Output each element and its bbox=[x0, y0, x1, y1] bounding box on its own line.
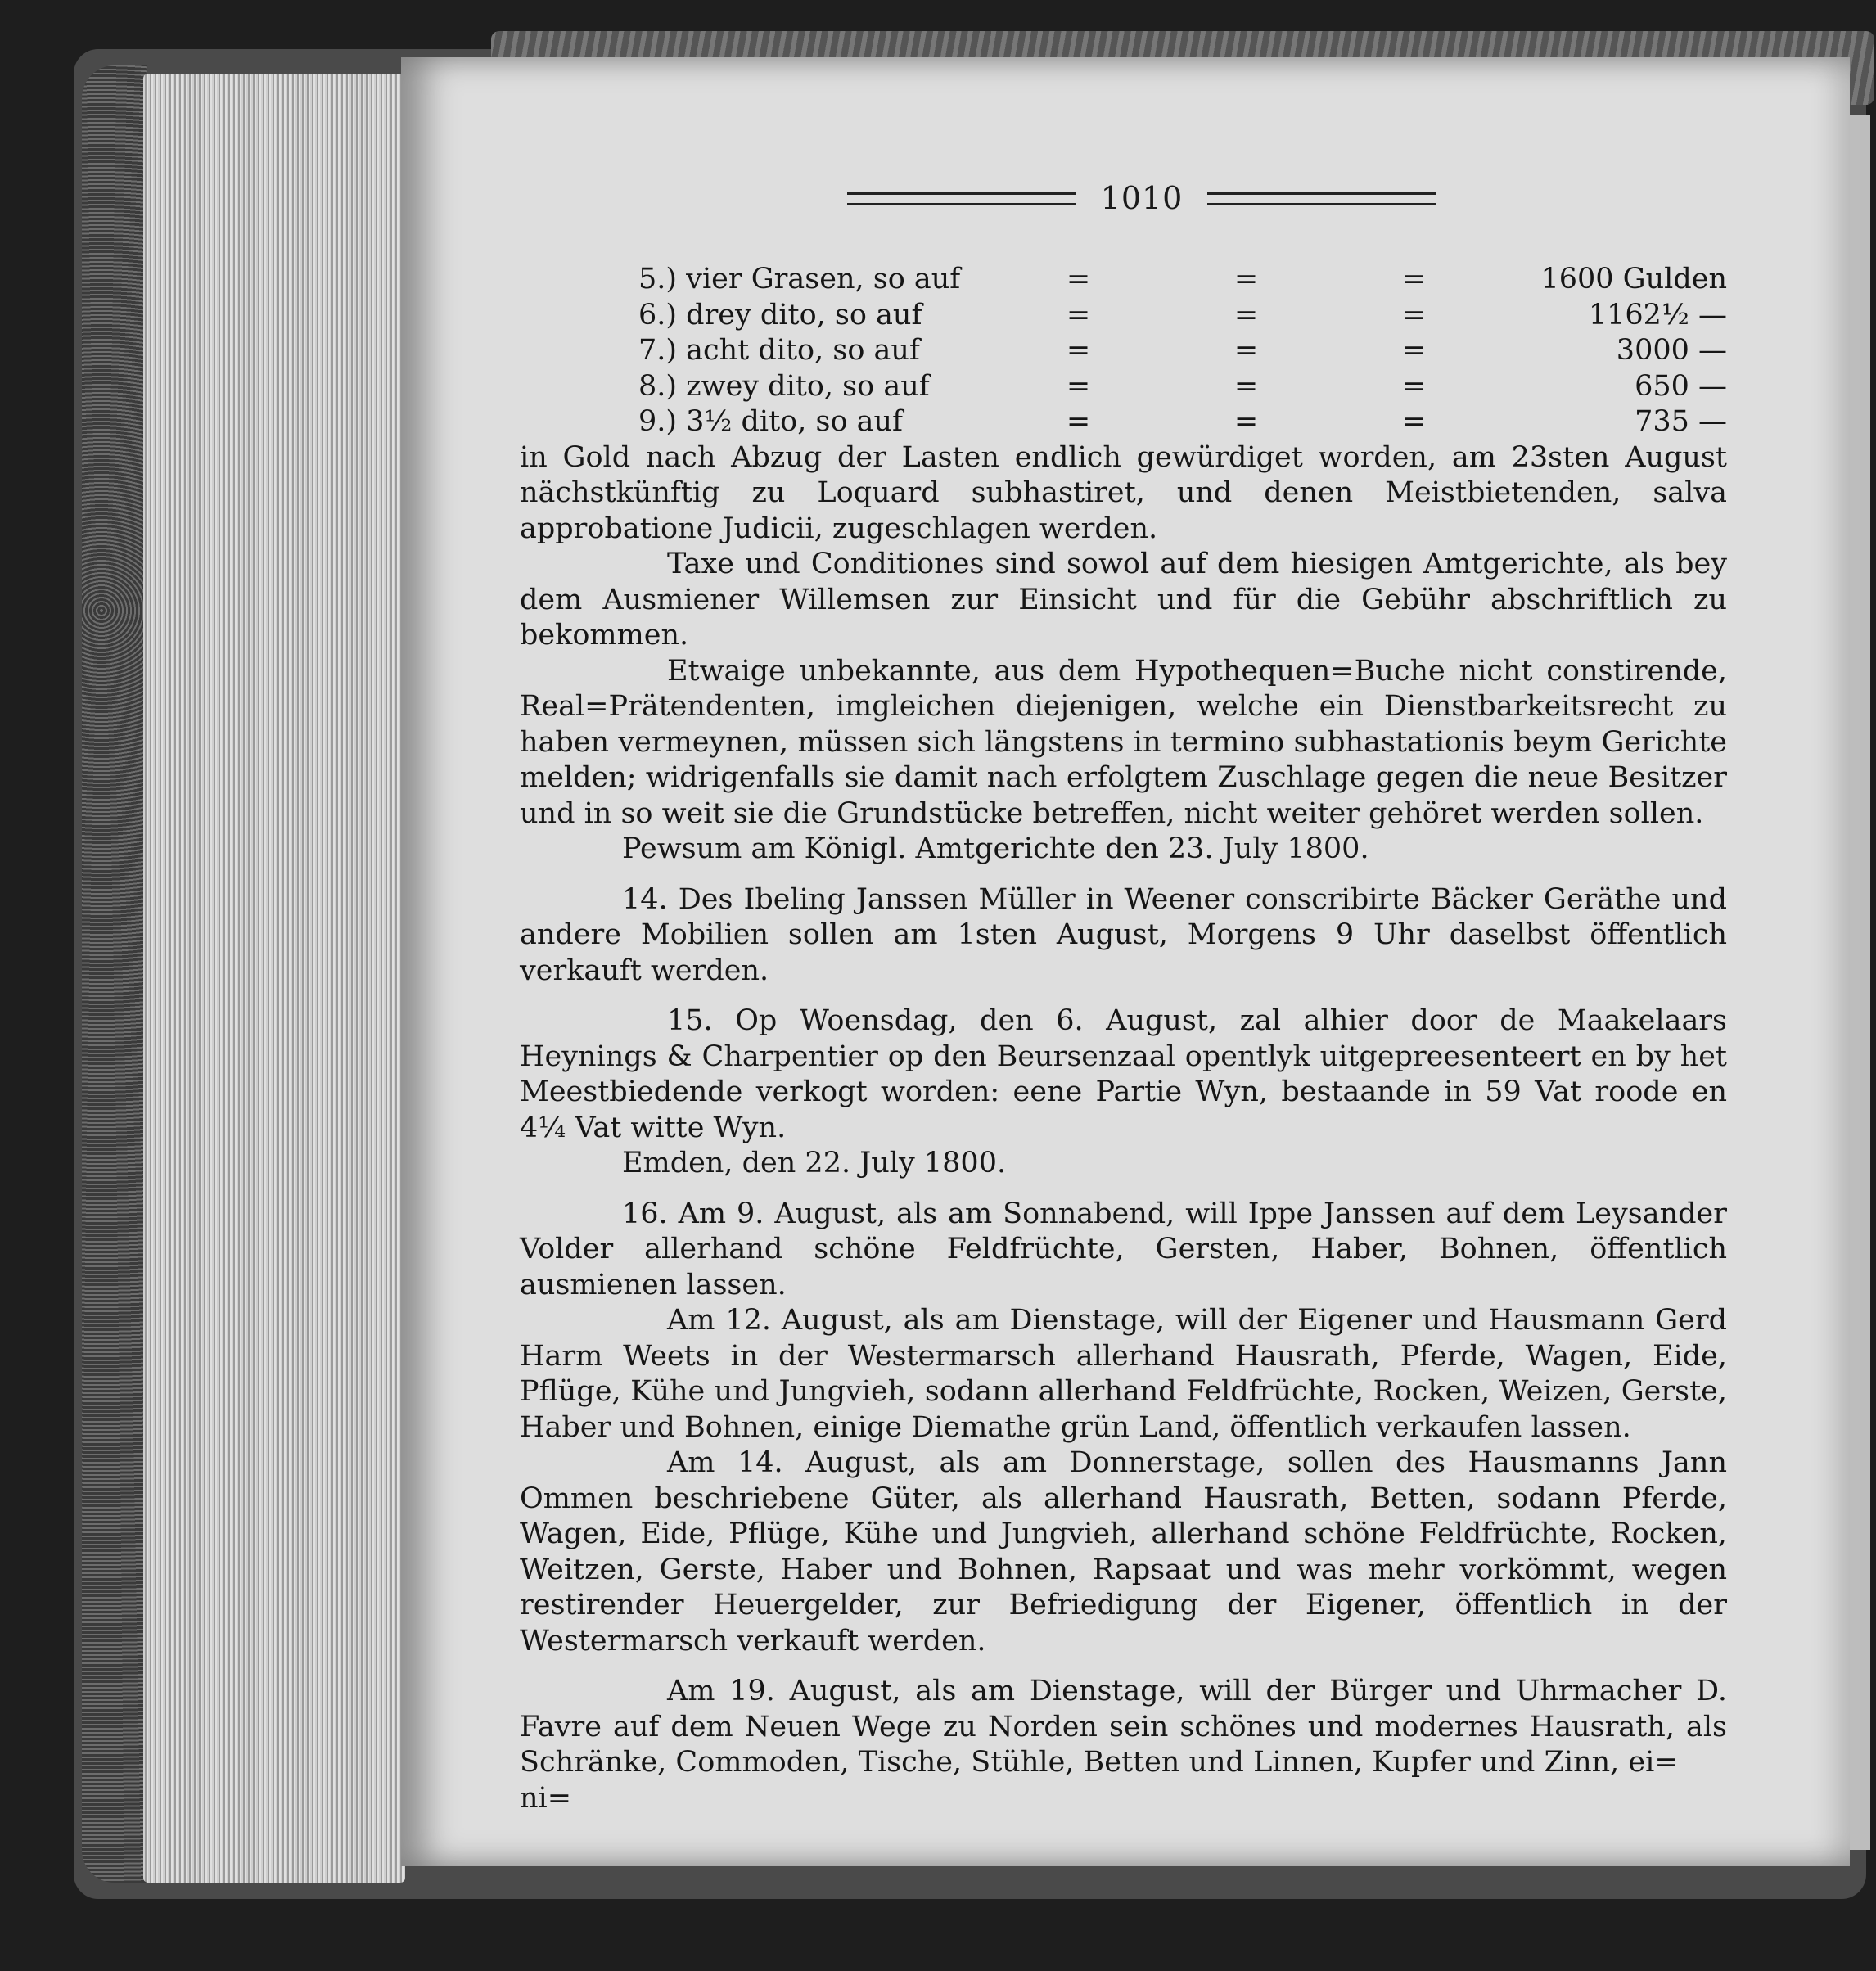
book-spine bbox=[82, 65, 147, 1883]
list-item-marks: = = = bbox=[1066, 263, 1427, 295]
list-item-marks: = = = bbox=[1066, 405, 1427, 438]
list-item-label: 9.) 3½ dito, so auf bbox=[638, 405, 903, 438]
list-item-marks: = = = bbox=[1066, 334, 1427, 367]
paragraph: Am 12. August, als am Dienstage, will der Eigener und Hausmann Gerd Harm Weets in der Westermarsch allerhand Hausrath, Pferde, Wagen, Eide, Pflüge, Kühe und Jungvieh, sodann allerhand Feldfrüchte, Rocken, Weizen, Gerste, Haber und Bohnen, einige Diemathe grün Land, öffentlich verkaufen lassen. bbox=[520, 1304, 1727, 1444]
page-edges bbox=[143, 74, 405, 1883]
list-item-label: 6.) drey dito, so auf bbox=[638, 298, 922, 332]
head-rule-left bbox=[847, 192, 1076, 205]
paragraph: in Gold nach Abzug der Lasten endlich gewürdiget worden, am 23sten August nächstkünftig zu Loquard subhastiret, und denen Meistbietenden, salva approbatione Judicii, zugeschlagen werden. bbox=[520, 440, 1727, 545]
list-item-value: 1162½ — bbox=[1588, 298, 1727, 332]
paragraph: 15. Op Woensdag, den 6. August, zal alhier door de Maakelaars Heynings & Charpentier op den Beursenzaal opentlyk uitgepreesenteert en by het Meestbiedende verkogt worden: eene Partie Wyn, bestaande in 59 Vat roode en 4¼ Vat witte Wyn. bbox=[520, 1004, 1727, 1144]
catchword: ni= bbox=[520, 1781, 572, 1815]
paragraph: Am 19. August, als am Dienstage, will der Bürger und Uhrmacher D. Favre auf dem Neuen Wege zu Norden sein schönes und modernes Hausrath, als Schränke, Commoden, Tische, Stühle, Betten und Linnen, Kupfer und Zinn, ei= bbox=[520, 1675, 1727, 1779]
dateline: Pewsum am Königl. Amtgerichte den 23. July 1800. bbox=[622, 832, 1369, 865]
page-number: 1010 bbox=[1100, 180, 1184, 216]
head-rule-right bbox=[1207, 192, 1436, 205]
paragraph: 14. Des Ibeling Janssen Müller in Weener conscribirte Bäcker Geräthe und andere Mobilien sollen am 1sten August, Morgens 9 Uhr daselbst öffentlich verkauft werden. bbox=[520, 882, 1727, 987]
dateline: Emden, den 22. July 1800. bbox=[622, 1147, 1007, 1179]
list-item bbox=[520, 333, 1727, 369]
list-item bbox=[520, 404, 1727, 440]
running-head bbox=[843, 182, 1441, 214]
list-item-value: 650 — bbox=[1635, 369, 1727, 403]
list-item-value: 3000 — bbox=[1616, 334, 1727, 367]
list-item-value: 1600 Gulden bbox=[1540, 263, 1727, 295]
page-body bbox=[520, 262, 1727, 1816]
list-item-label: 8.) zwey dito, so auf bbox=[638, 369, 930, 403]
list-item-value: 735 — bbox=[1635, 405, 1727, 438]
list-item-marks: = = = bbox=[1066, 298, 1427, 332]
paragraph: Taxe und Conditiones sind sowol auf dem hiesigen Amtgerichte, als bey dem Ausmiener Willemsen zur Einsicht und für die Gebühr abschriftlich zu bekommen. bbox=[520, 548, 1727, 652]
list-item-label: 5.) vier Grasen, so auf bbox=[638, 263, 961, 295]
list-item bbox=[520, 262, 1727, 298]
list-item-label: 7.) acht dito, so auf bbox=[638, 334, 920, 367]
paragraph: Etwaige unbekannte, aus dem Hypothequen=Buche nicht constirende, Real=Prätendenten, imgleichen diejenigen, welche ein Dienstbarkeitsrecht zu haben vermeynen, müssen sich längstens in termino subhastationis beym Gerichte melden; widrigenfalls sie damit nach erfolgtem Zuschlage gegen die neue Besitzer und in so weit sie die Grundstücke betreffen, nicht weiter gehöret werden sollen. bbox=[520, 654, 1727, 830]
paragraph: Am 14. August, als am Donnerstage, sollen des Hausmanns Jann Ommen beschriebene Güter, als allerhand Hausrath, Betten, sodann Pferde, Wagen, Eide, Pflüge, Kühe und Jungvieh, allerhand schöne Feldfrüchte, Rocken, Weitzen, Gerste, Haber und Bohnen, Rapsaat und was mehr vorkömmt, wegen restirender Heuergelder, zur Befriedigung der Eigener, öffentlich in der Westermarsch verkauft werden. bbox=[520, 1446, 1727, 1658]
list-item bbox=[520, 369, 1727, 405]
list-item bbox=[520, 298, 1727, 334]
paragraph: 16. Am 9. August, als am Sonnabend, will Ippe Janssen auf dem Leysander Volder allerhand schöne Feldfrüchte, Gersten, Haber, Bohnen, öffentlich ausmienen lassen. bbox=[520, 1197, 1727, 1301]
list-item-marks: = = = bbox=[1066, 369, 1427, 403]
